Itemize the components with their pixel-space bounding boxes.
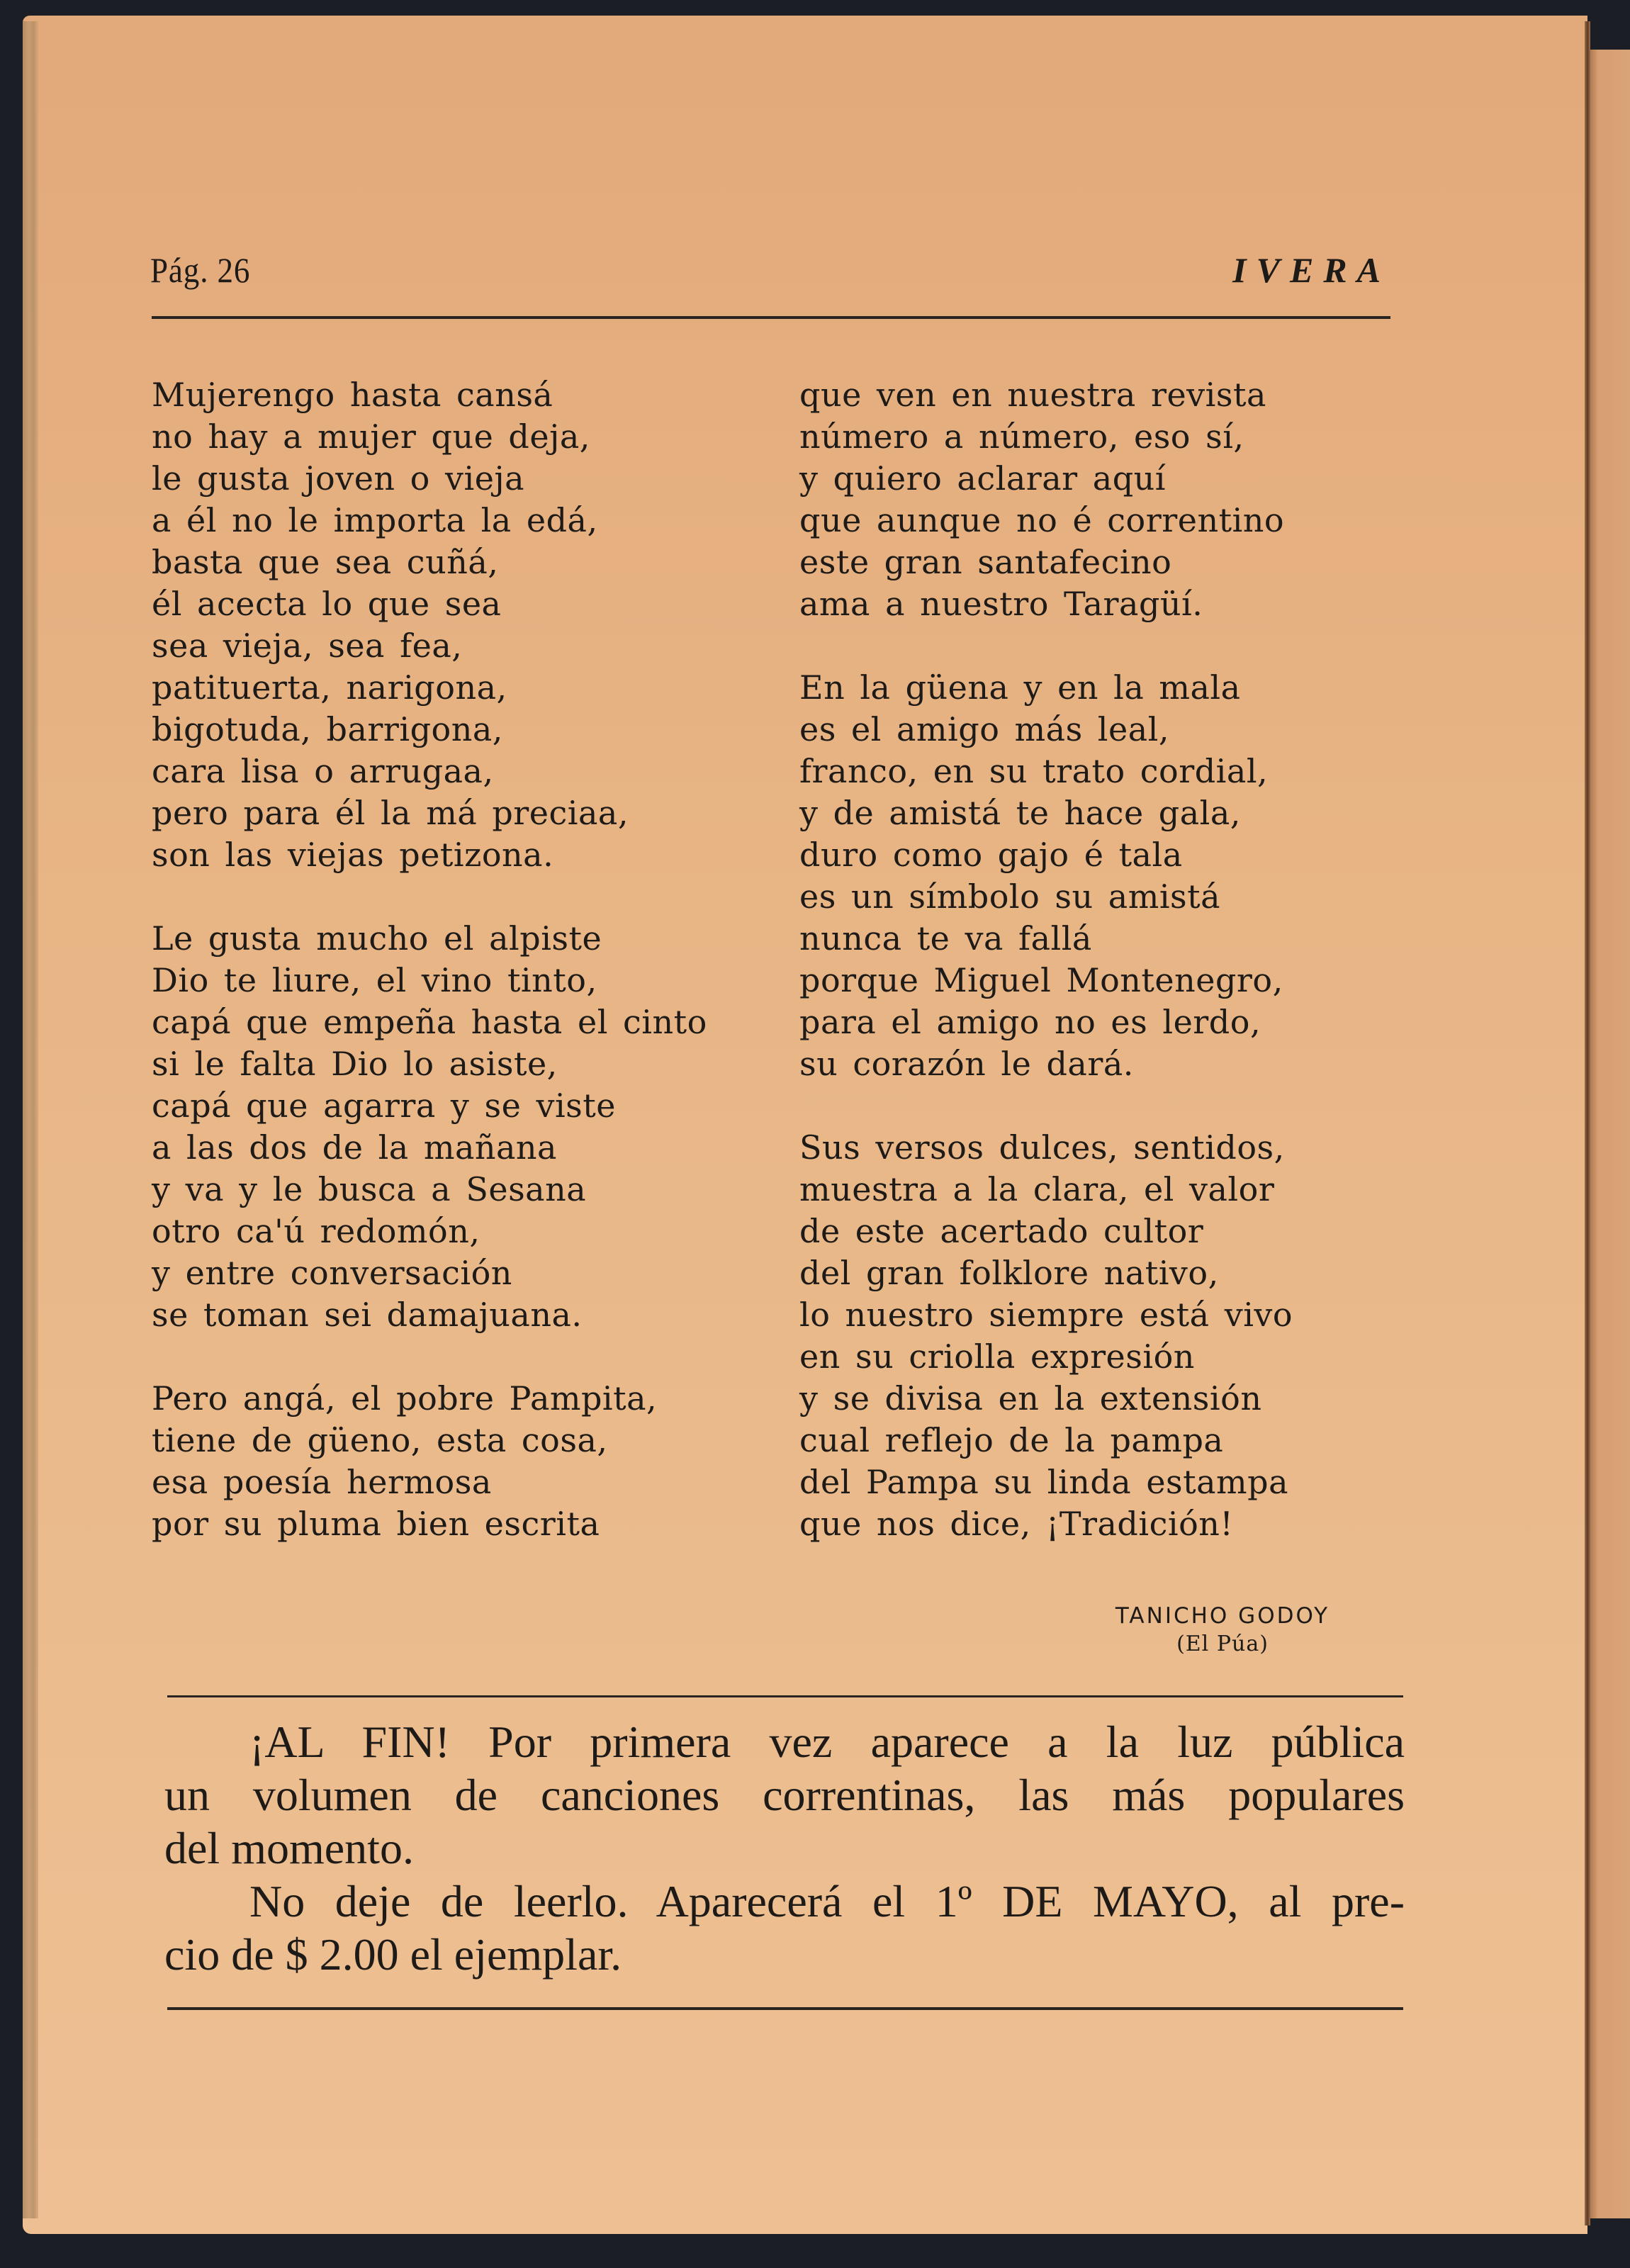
poem-line: basta que sea cuñá,: [152, 543, 499, 581]
poem-stanza: [799, 1127, 1293, 1545]
ad-line: cio de $ 2.00 el ejemplar.: [164, 1929, 622, 1980]
poem-line: pero para él la má preciaa,: [152, 794, 629, 832]
advertisement-box: [164, 1715, 1405, 1981]
poem-line: de este acertado cultor: [799, 1212, 1204, 1250]
poem-right-column: [799, 374, 1293, 1587]
ad-line: un volumen de canciones correntinas, las más populares: [164, 1770, 1405, 1820]
author-alias: (El Púa): [1176, 1632, 1269, 1656]
poem-line: del Pampa su linda estampa: [799, 1463, 1289, 1501]
poem-line: capá que agarra y se viste: [152, 1087, 616, 1125]
page-stack-edge: [23, 21, 38, 2218]
advertisement-paragraph-2: [164, 1875, 1405, 1981]
poem-line: número a número, eso sí,: [799, 417, 1244, 456]
header-rule: [152, 316, 1390, 319]
poem-line: y de amistá te hace gala,: [799, 794, 1241, 832]
poem-line: que nos dice, ¡Tradición!: [799, 1505, 1234, 1543]
poem-line: su corazón le dará.: [799, 1045, 1134, 1083]
facing-page-edge: [1587, 50, 1630, 2218]
poem-line: esa poesía hermosa: [152, 1463, 492, 1501]
advertisement-top-rule: [167, 1695, 1403, 1697]
poem-line: cual reflejo de la pampa: [799, 1421, 1224, 1459]
poem-line: a él no le importa la edá,: [152, 501, 598, 539]
poem-line: lo nuestro siempre está vivo: [799, 1296, 1293, 1334]
poem-stanza: [152, 918, 707, 1336]
poem-line: por su pluma bien escrita: [152, 1505, 600, 1543]
poem-line: nunca te va fallá: [799, 919, 1092, 958]
poem-line: tiene de güeno, esta cosa,: [152, 1421, 608, 1459]
poem-line: franco, en su trato cordial,: [799, 752, 1269, 790]
poem-line: y va y le busca a Sesana: [152, 1170, 587, 1208]
poem-line: y quiero aclarar aquí: [799, 459, 1166, 498]
poem-line: Mujerengo hasta cansá: [152, 376, 553, 414]
poem-line: si le falta Dio lo asiste,: [152, 1045, 558, 1083]
poem-line: del gran folklore nativo,: [799, 1254, 1219, 1292]
book-binding: [1585, 21, 1590, 2225]
poem-stanza: [799, 667, 1293, 1085]
poem-line: se toman sei damajuana.: [152, 1296, 583, 1334]
poem-line: y entre conversación: [152, 1254, 512, 1292]
poem-line: a las dos de la mañana: [152, 1128, 557, 1167]
poem-line: En la güena y en la mala: [799, 668, 1241, 707]
author-signature: TANICHO GODOY: [1115, 1603, 1330, 1629]
poem-line: capá que empeña hasta el cinto: [152, 1003, 707, 1041]
poem-line: muestra a la clara, el valor: [799, 1170, 1275, 1208]
poem-line: este gran santafecino: [799, 543, 1172, 581]
poem-line: es un símbolo su amistá: [799, 877, 1221, 916]
advertisement-bottom-rule: [167, 2007, 1403, 2010]
poem-line: que ven en nuestra revista: [799, 376, 1266, 414]
poem-line: y se divisa en la extensión: [799, 1379, 1262, 1418]
page-number: Pág. 26: [150, 250, 251, 290]
poem-line: patituerta, narigona,: [152, 668, 507, 707]
poem-line: es el amigo más leal,: [799, 710, 1169, 748]
poem-line: para el amigo no es lerdo,: [799, 1003, 1261, 1041]
poem-left-column: [152, 374, 707, 1587]
poem-stanza: [799, 374, 1293, 625]
ad-line: ¡AL FIN! Por primera vez aparece a la luz pública: [249, 1717, 1405, 1767]
advertisement-paragraph-1: [164, 1715, 1405, 1875]
poem-stanza: [152, 1378, 707, 1545]
ad-line: del momento.: [164, 1823, 414, 1873]
poem-line: él acecta lo que sea: [152, 585, 502, 623]
magazine-title: IVERA: [1232, 250, 1390, 290]
poem-line: Pero angá, el pobre Pampita,: [152, 1379, 658, 1418]
poem-stanza: [152, 374, 707, 876]
poem-line: otro ca'ú redomón,: [152, 1212, 480, 1250]
poem-line: porque Miguel Montenegro,: [799, 961, 1283, 999]
poem-line: duro como gajo é tala: [799, 836, 1183, 874]
poem-line: Dio te liure, el vino tinto,: [152, 961, 597, 999]
poem-line: sea vieja, sea fea,: [152, 627, 463, 665]
poem-line: bigotuda, barrigona,: [152, 710, 503, 748]
poem-line: Le gusta mucho el alpiste: [152, 919, 602, 958]
poem-line: que aunque no é correntino: [799, 501, 1285, 539]
poem-line: ama a nuestro Taragüí.: [799, 585, 1203, 623]
poem-line: no hay a mujer que deja,: [152, 417, 590, 456]
poem-line: son las viejas petizona.: [152, 836, 554, 874]
poem-line: cara lisa o arrugaa,: [152, 752, 494, 790]
poem-line: en su criolla expresión: [799, 1337, 1195, 1376]
ad-line: No deje de leerlo. Aparecerá el 1º DE MAYO, al pre-: [249, 1876, 1405, 1926]
poem-line: le gusta joven o vieja: [152, 459, 525, 498]
poem-line: Sus versos dulces, sentidos,: [799, 1128, 1285, 1167]
